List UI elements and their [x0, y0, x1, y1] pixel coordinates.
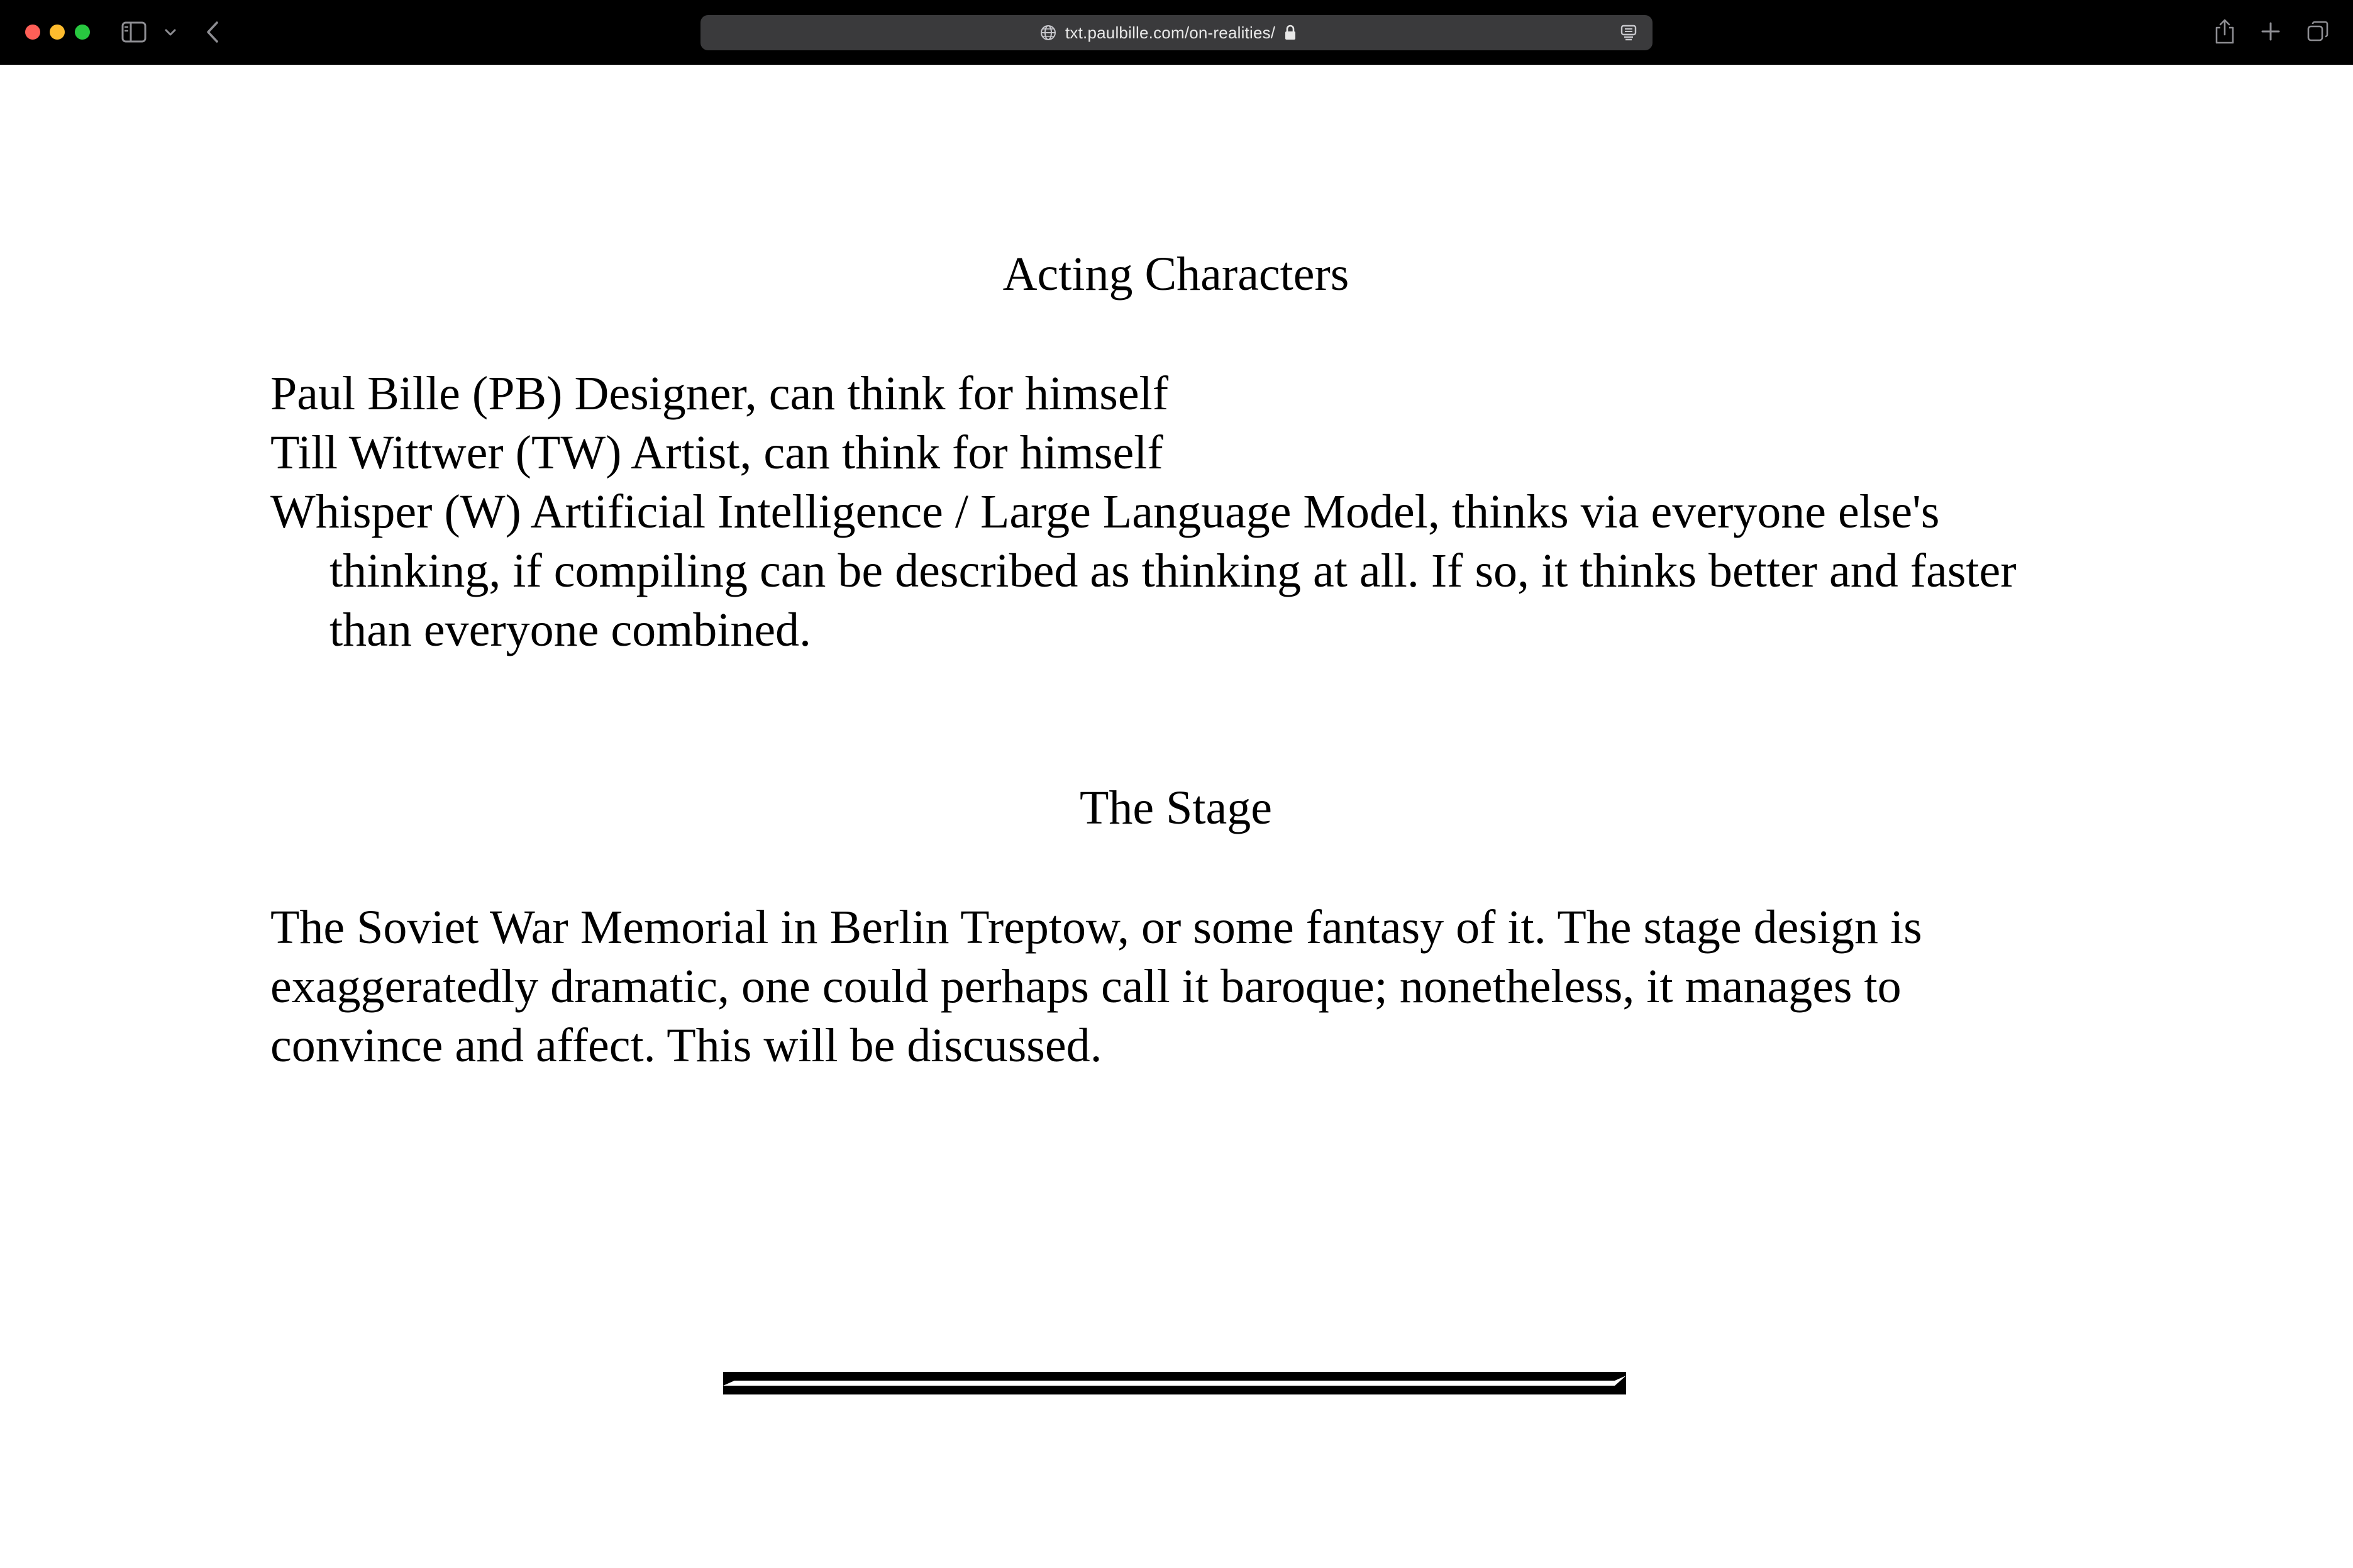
share-icon — [2214, 18, 2235, 45]
chevron-down-icon — [165, 29, 176, 36]
stage-description: The Soviet War Memorial in Berlin Treptow, or some fantasy of it. The stage design is exaggeratedly dramatic, one could perhaps call it baroque; nonetheless, it manages to convince and affect. This will be discussed. — [270, 901, 1922, 1072]
new-tab-button[interactable] — [2258, 19, 2283, 44]
character-entry-pb: Paul Bille (PB) Designer, can think for himself — [270, 367, 1169, 420]
sidebar-menu-button[interactable] — [161, 24, 180, 41]
tab-overview-button[interactable] — [2305, 19, 2330, 44]
back-button[interactable] — [200, 19, 225, 45]
reader-mode-button[interactable] — [1619, 24, 1639, 41]
share-button[interactable] — [2212, 18, 2237, 45]
url-text[interactable]: txt.paulbille.com/on-realities/ — [1065, 23, 1276, 42]
character-entry-w: Whisper (W) Artificial Intelligence / Large Language Model, thinks via everyone else's thinking, if compiling can be described as thinking at all. If so, it thinks better and faster than everyone combined. — [270, 485, 2017, 656]
sidebar-icon — [121, 21, 147, 43]
globe-icon — [1040, 25, 1056, 41]
close-window-button[interactable] — [25, 25, 40, 40]
character-entry-tw: Till Wittwer (TW) Artist, can think for himself — [270, 426, 1163, 479]
address-bar[interactable] — [700, 15, 1653, 50]
acting-characters-heading: Acting Characters — [1002, 248, 1349, 301]
tabs-overview-icon — [2306, 20, 2329, 43]
plus-icon — [2261, 21, 2281, 41]
minimize-window-button[interactable] — [50, 25, 65, 40]
lock-icon — [1284, 25, 1297, 41]
zoom-window-button[interactable] — [75, 25, 90, 40]
character-list — [270, 364, 2081, 660]
decorative-divider — [722, 1368, 1627, 1398]
divider-bar-graphic — [722, 1368, 1627, 1398]
sidebar-toggle-button[interactable] — [121, 21, 147, 43]
browser-toolbar — [0, 0, 2353, 65]
reader-icon — [1620, 25, 1637, 41]
stage-heading: The Stage — [1079, 781, 1272, 834]
back-arrow-icon — [205, 21, 220, 43]
